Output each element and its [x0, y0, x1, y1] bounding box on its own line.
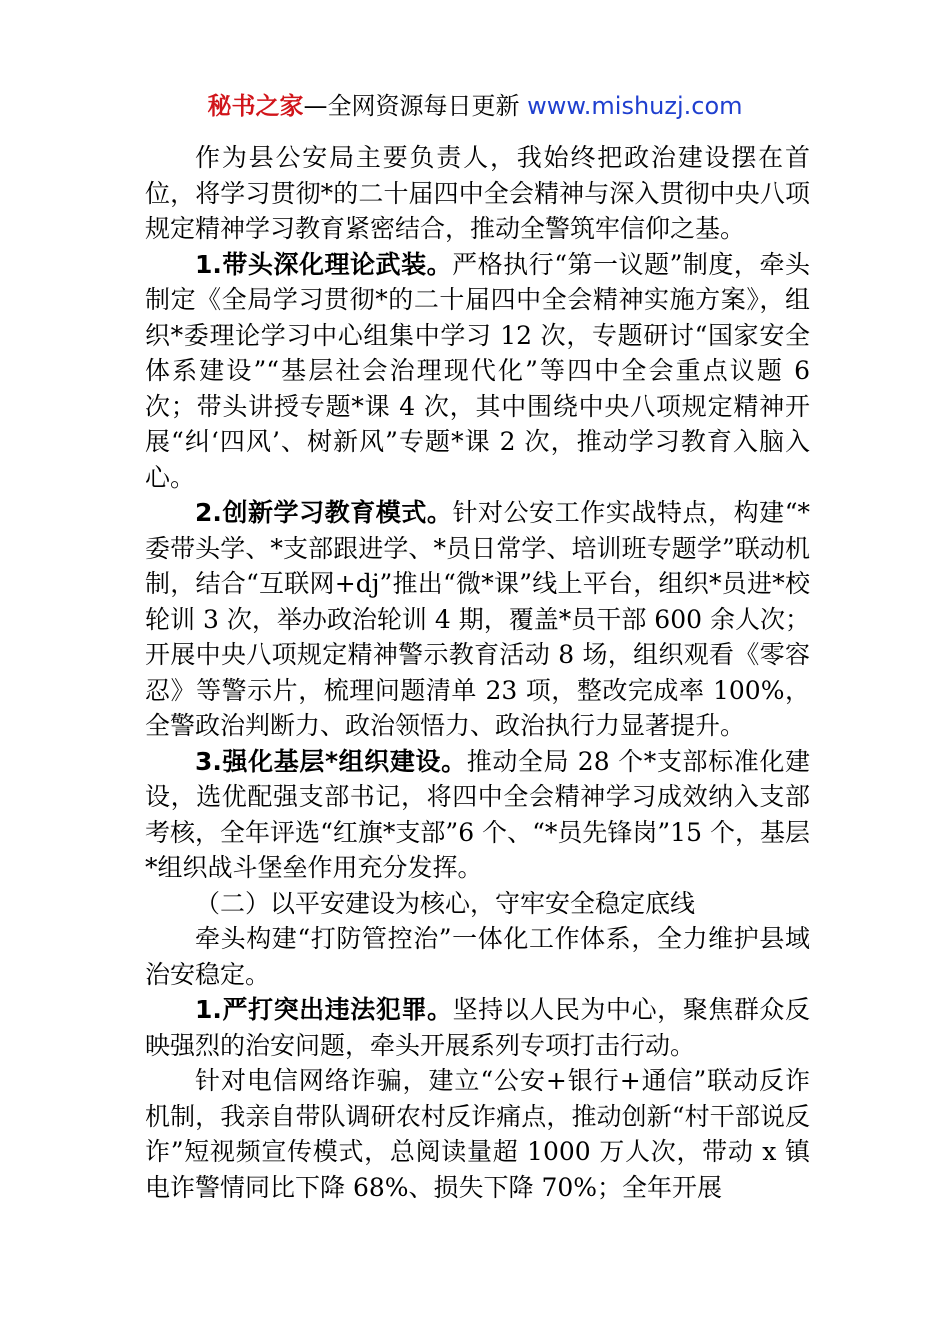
paragraph-lead: 3.强化基层*组织建设。	[195, 746, 467, 776]
paragraph-text: 作为县公安局主要负责人，我始终把政治建设摆在首位，将学习贯彻*的二十届四中全会精神与深入贯彻中央八项规定精神学习教育紧密结合，推动全警筑牢信仰之基。	[145, 143, 810, 243]
paragraph	[145, 921, 810, 992]
paragraph	[145, 140, 810, 247]
paragraph-text: 牵头构建“打防管控治”一体化工作体系，全力维护县域治安稳定。	[145, 924, 810, 989]
paragraph-lead: 2.创新学习教育模式。	[195, 498, 453, 527]
brand-name: 秘书之家	[207, 92, 304, 120]
paragraph-text: 坚持以人民为中心，聚焦群众反映强烈的治安问题，牵头开展系列专项打击行动。	[145, 995, 810, 1060]
paragraph	[145, 495, 810, 744]
document-body	[145, 140, 810, 1205]
paragraph-text: 推动全局 28 个*支部标准化建设，选优配强支部书记，将四中全会精神学习成效纳入支部考核，全年评选“红旗*支部”6 个、“*员先锋岗”15 个，基层*组织战斗堡垒作用充分发挥。	[145, 746, 810, 882]
paragraph	[145, 1063, 810, 1205]
page-header	[0, 90, 950, 122]
paragraph	[145, 247, 810, 496]
paragraph-lead: 1.严打突出违法犯罪。	[195, 995, 453, 1024]
site-url-link[interactable]: www.mishuzj.com	[527, 92, 743, 120]
paragraph	[145, 744, 810, 886]
paragraph-text: （二）以平安建设为核心，守牢安全稳定底线	[195, 888, 696, 918]
paragraph-text: 针对电信网络诈骗，建立“公安+银行+通信”联动反诈机制，我亲自带队调研农村反诈痛点，推动创新“村干部说反诈”短视频宣传模式，总阅读量超 1000 万人次，带动 x 镇电诈警情同比下降 68%、损失下降 70%；全年开展	[145, 1066, 810, 1202]
paragraph-text: 严格执行“第一议题”制度，牵头制定《全局学习贯彻*的二十届四中全会精神实施方案》，组织*委理论学习中心组集中学习 12 次，专题研讨“国家安全体系建设”“基层社会治理现代化”等四中全会重点议题 6 次；带头讲授专题*课 4 次，其中围绕中央八项规定精神开展“纠‘四风’、树新风”专题*课 2 次，推动学习教育入脑入心。	[145, 249, 810, 492]
paragraph	[145, 992, 810, 1063]
section-heading	[145, 886, 810, 922]
header-tagline: —全网资源每日更新	[303, 92, 520, 120]
paragraph-text: 针对公安工作实战特点，构建“*委带头学、*支部跟进学、*员日常学、培训班专题学”联动机制，结合“互联网+dj”推出“微*课”线上平台，组织*员进*校轮训 3 次，举办政治轮训 4 期，覆盖*员干部 600 余人次；开展中央八项规定精神警示教育活动 8 场，组织观看《零容忍》等警示片，梳理问题清单 23 项，整改完成率 100%，全警政治判断力、政治领悟力、政治执行力显著提升。	[145, 498, 810, 740]
paragraph-lead: 1.带头深化理论武装。	[195, 249, 453, 279]
